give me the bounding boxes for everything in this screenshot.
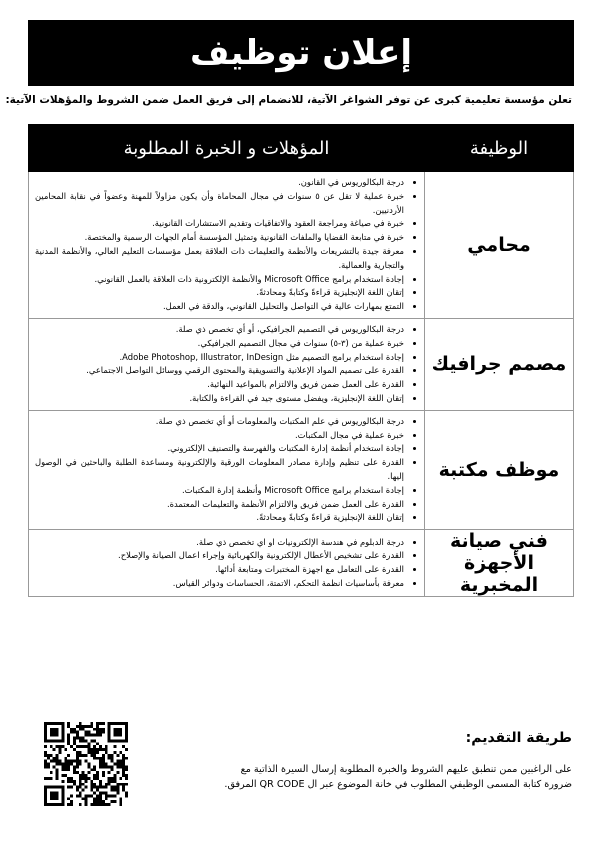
qualification-item: • القدرة على تنظيم وإدارة مصادر المعلومات الورقية والإلكترونية ومساعدة الطلبة والباحثين في الوصول إليها. [35,456,404,484]
jobs-table [28,124,574,597]
page-title: إعلان توظيف [28,20,574,86]
qualifications-column-header: المؤهلات و الخبرة المطلوبة [29,125,425,172]
job-row [29,318,574,410]
qualifications-list [35,536,420,591]
qualification-item: • إجادة استخدام برامج Microsoft Office والأنظمة الإلكترونية ذات العلاقة بالعمل القانوني. [35,273,404,287]
qualifications-list [35,176,420,314]
table-header-row [29,125,574,172]
qualification-item: • القدرة على العمل ضمن فريق والالتزام بالمواعيد النهائية. [35,378,404,392]
qualification-item: • خبرة عملية لا تقل عن ٥ سنوات في مجال المحاماة وأن يكون مزاولاً للمهنة وعضواً في نقابة المحامين الأردنيين. [35,190,404,218]
qualification-item: • إجادة استخدام برامج Microsoft Office وأنظمة إدارة المكتبات. [35,484,404,498]
job-title-cell: محامي [425,172,574,319]
job-row [29,172,574,319]
job-row [29,410,574,529]
qualifications-cell [29,410,425,529]
job-row [29,530,574,597]
qualification-item: • القدرة على العمل ضمن فريق والالتزام الأنظمة والتعليمات المعتمدة. [35,498,404,512]
job-title-cell: فني صيانة الأجهزة المخبرية [425,530,574,597]
qualification-item: • خبرة في صياغة ومراجعة العقود والاتفاقيات وتقديم الاستشارات القانونية. [35,217,404,231]
qualification-item: • معرفة بأساسيات انظمة التحكم، الاتمتة، الحساسات ودوائر القياس. [35,577,404,591]
qualifications-cell [29,530,425,597]
qualification-item: • إجادة استخدام برامج التصميم مثل Adobe Photoshop, Illustrator, InDesign. [35,351,404,365]
qr-code-icon[interactable] [44,722,128,806]
qualification-item: • خبرة عملية من (٣-٥) سنوات في مجال التصميم الجرافيكي. [35,337,404,351]
job-column-header: الوظيفة [425,125,574,172]
qualifications-cell [29,172,425,319]
qualification-item: • درجة البكالوريوس في علم المكتبات والمعلومات أو أي تخصص ذي صلة. [35,415,404,429]
qualification-item: • درجة البكالوريوس في القانون. [35,176,404,190]
apply-heading: طريقة التقديم: [465,730,572,746]
qualification-item: • خبرة عملية في مجال المكتبات. [35,429,404,443]
job-title-cell: موظف مكتبة [425,410,574,529]
qualification-item: • إتقان اللغة الإنجليزية، ويفضل مستوى جيد في القراءة والكتابة. [35,392,404,406]
apply-instructions: على الراغبين ممن تنطبق عليهم الشروط والخبرة المطلوبة إرسال السيرة الذاتية مع ضرورة كتابة المسمى الوظيفي المطلوب في خانة الموضوع عبر ال QR CODE المرفق. [224,764,572,790]
qualification-item: • القدرة على التعامل مع اجهزة المختبرات ومتابعة أدائها. [35,563,404,577]
qualification-item: • معرفة جيدة بالتشريعات والأنظمة والتعليمات ذات العلاقة بعمل مؤسسات التعليم العالي، والأنظمة المدنية والتجارية والعمالية. [35,245,404,273]
qualification-item: • التمتع بمهارات عالية في التواصل والتحليل القانوني، والدقة في العمل. [35,300,404,314]
qualification-item: • إتقان اللغة الإنجليزية قراءةً وكتابةً ومحادثةً. [35,286,404,300]
qualifications-list [35,415,420,525]
qualification-item: • القدرة على تصميم المواد الإعلانية والتسويقية والمحتوى الرقمي ووسائل التواصل الاجتماعي. [35,364,404,378]
qualifications-list [35,323,420,406]
qualification-item: • درجة الدبلوم في هندسة الإلكترونيات او اي تخصص ذي صلة. [35,536,404,550]
qualification-item: • إتقان اللغة الإنجليزية قراءةً وكتابةً ومحادثةً. [35,511,404,525]
qualifications-cell [29,318,425,410]
qualification-item: • خبرة في متابعة القضايا والملفات القانونية وتمثيل المؤسسة أمام الجهات الرسمية والمختصة. [35,231,404,245]
intro-text: تعلن مؤسسة تعليمية كبرى عن توفر الشواغر الآتية، للانضمام إلى فريق العمل ضمن الشروط والمؤهلات الآتية: [5,94,572,106]
jobs-table-body [29,172,574,597]
qualification-item: • القدرة على تشخيص الأعطال الإلكترونية والكهربائية وإجراء اعمال الصيانة والإصلاح. [35,549,404,563]
qualification-item: • إجادة استخدام أنظمة إدارة المكتبات والفهرسة والتصنيف الإلكتروني. [35,442,404,456]
job-title-cell: مصمم جرافيك [425,318,574,410]
qualification-item: • درجة البكالوريوس في التصميم الجرافيكي، أو أي تخصص ذي صلة. [35,323,404,337]
